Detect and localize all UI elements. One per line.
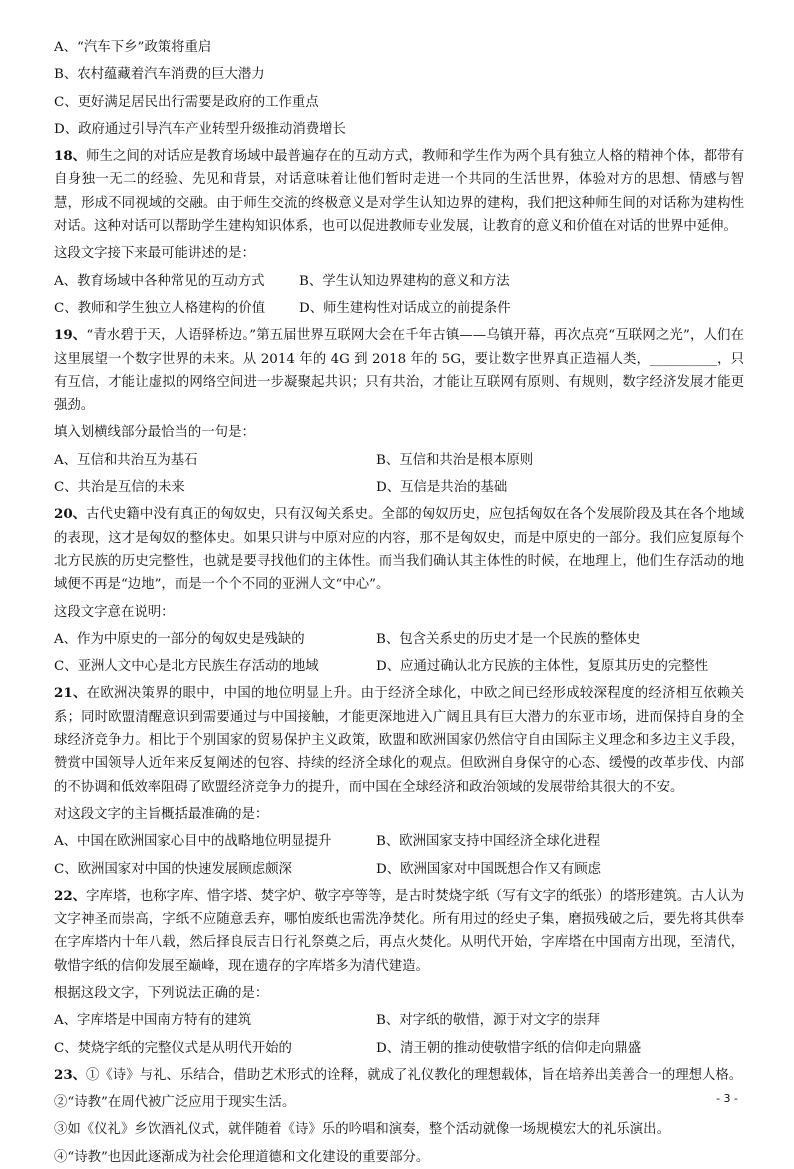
q18-option-b: B、学生认知边界建构的意义和方法 xyxy=(299,273,510,289)
q17-option-c: C、更好满足居民出行需要是政府的工作重点 xyxy=(54,94,319,110)
q22-options-row-2 xyxy=(54,1037,744,1060)
q20-stem xyxy=(54,503,744,596)
q21-option-d: D、欧洲国家对中国既想合作又有顾虑 xyxy=(376,861,601,877)
q22-option-b: B、对字纸的敬惜，源于对文字的崇拜 xyxy=(376,1013,601,1029)
q20-options-row-2 xyxy=(54,655,744,678)
q19-option-c: C、共治是互信的未来 xyxy=(54,480,185,496)
q21-option-a: A、中国在欧洲国家心目中的战略地位明显提升 xyxy=(54,834,332,850)
q18-options-row-1 xyxy=(54,270,744,293)
q20-option-b: B、包含关系史的历史才是一个民族的整体史 xyxy=(376,631,641,647)
q21-options-row-1 xyxy=(54,830,744,853)
q18-option-c: C、教师和学生独立人格建构的价值 xyxy=(54,300,266,316)
q20-number: 20、 xyxy=(54,506,87,523)
q23-item-4: ④“诗教”也因此逐渐成为社会伦理道德和文化建设的重要部分。 xyxy=(54,1149,430,1165)
q23-item-3: ③如《仪礼》乡饮酒礼仪式，就伴随着《诗》乐的吟唱和演奏，整个活动就像一场规模宏大的礼乐演出。 xyxy=(54,1122,670,1138)
q20-text: 古代史籍中没有真正的匈奴史，只有汉匈关系史。全部的匈奴历史，应包括匈奴在各个发展阶段及其在各个地域的表现，这才是匈奴的整体史。如果只讲与中原对应的内容，那不是匈奴史，而是中原史的一部分。我们应复原每个北方民族的历史完整性，也就是要寻找他们的主体性。而当我们确认其主体性的时候，在地理上，他们生存活动的地域便不再是“边地”，而是一个个不同的亚洲人文“中心”。 xyxy=(54,507,745,593)
q20-option-a: A、作为中原史的一部分的匈奴史是残缺的 xyxy=(54,631,305,647)
q22-number: 22、 xyxy=(54,887,87,904)
q22-question: 根据这段文字，下列说法正确的是： xyxy=(54,985,269,1001)
exam-page xyxy=(54,36,744,1169)
q18-number: 18、 xyxy=(54,148,87,165)
q21-stem xyxy=(54,682,744,798)
q21-number: 21、 xyxy=(54,685,87,702)
page-number: - 3 - xyxy=(716,1092,738,1105)
q18-options-row-2 xyxy=(54,297,744,320)
q22-stem xyxy=(54,885,744,978)
q18-text: 师生之间的对话应是教育场域中最普遍存在的互动方式，教师和学生作为两个具有独立人格的精神个体，都带有自身独一无二的经验、先见和背景，对话意味着让他们暂时走进一个共同的生活世界，体验对方的思想、情感与智慧，形成不同视域的交融。由于师生交流的终极意义是对学生认知边界的建构，我们把这种师生间的对话称为建构性对话。这种对话可以帮助学生建构知识体系，也可以促进教师专业发展，让教育的意义和价值在对话的世界中延伸。 xyxy=(54,149,745,235)
q23-item-2: ②“诗教”在周代被广泛应用于现实生活。 xyxy=(54,1095,296,1111)
q20-options-row-1 xyxy=(54,628,744,651)
q21-option-b: B、欧洲国家支持中国经济全球化进程 xyxy=(376,834,601,850)
q23-text: ①《诗》与礼、乐结合，借助艺术形式的诠释，就成了礼仪教化的理想载体，旨在培养出美善合一的理想人格。 xyxy=(86,1067,743,1083)
q21-option-c: C、欧洲国家对中国的快速发展顾虑颇深 xyxy=(54,861,292,877)
q20-option-d: D、应通过确认北方民族的主体性，复原其历史的完整性 xyxy=(376,659,709,675)
q21-question: 对这段文字的主旨概括最准确的是： xyxy=(54,806,269,822)
q17-option-b: B、农村蕴藏着汽车消费的巨大潜力 xyxy=(54,67,265,83)
q22-text: 字库塔，也称字库、惜字塔、焚字炉、敬字亭等等，是古时焚烧字纸（写有文字的纸张）的塔形建筑。古人认为文字神圣而崇高，字纸不应随意丢弃，哪怕废纸也需洗净焚化。所有用过的经史子集，磨损残破之后，要先将其供奉在字库塔内十年八载，然后择良辰吉日行礼祭奠之后，再点火焚化。从明代开始，字库塔在中国南方出现，至清代，敬惜字纸的信仰发展至巅峰，现在遗存的字库塔多为清代建造。 xyxy=(54,888,745,974)
q23-stem xyxy=(54,1064,744,1087)
q19-stem xyxy=(54,324,744,417)
q17-options xyxy=(54,36,744,141)
q19-number: 19、 xyxy=(54,327,87,344)
q21-text: 在欧洲决策界的眼中，中国的地位明显上升。由于经济全球化，中欧之间已经形成较深程度的经济相互依赖关系；同时欧盟清醒意识到需要通过与中国接触，才能更深地进入广阔且具有巨大潜力的东亚市场，进而保持自身的全球经济竞争力。相比于个别国家的贸易保护主义政策，欧盟和欧洲国家仍然信守自由国际主义理念和多边主义手段，赞赏中国领导人近年来反复阐述的包容、持续的经济全球化的观点。但欧洲自身保守的心态、缓慢的改革步伐、内部的不协调和低效率阻碍了欧盟经济竞争力的提升，而中国在全球经济和政治领域的发展带给其很大的不安。 xyxy=(54,686,745,795)
q22-options-row-1 xyxy=(54,1009,744,1032)
q19-option-d: D、互信是共治的基础 xyxy=(376,480,508,496)
q21-options-row-2 xyxy=(54,858,744,881)
q19-question: 填入划横线部分最恰当的一句是： xyxy=(54,425,255,441)
q18-option-a: A、教育场域中各种常见的互动方式 xyxy=(54,273,265,289)
q19-text: “青水碧于天，人语驿桥边。”第五届世界互联网大会在千年古镇——乌镇开幕，再次点亮“互联网之光”，人们在这里展望一个数字世界的未来。从 2014 年的 4G 到 2018 年的 5G，要让数字世界真正造福人类，__________，只有互信，才能让虚拟的网络空间进一步凝聚起共识；只有共治，才能让互联网有原则、有规则，数字经济发展才能更强劲。 xyxy=(54,328,744,414)
q20-question: 这段文字意在说明： xyxy=(54,604,175,620)
q19-options-row-2 xyxy=(54,476,744,499)
q22-option-c: C、焚烧字纸的完整仪式是从明代开始的 xyxy=(54,1040,292,1056)
q23-number: 23、 xyxy=(54,1066,87,1083)
q22-option-d: D、清王朝的推动使敬惜字纸的信仰走向鼎盛 xyxy=(376,1040,642,1056)
q17-option-a: A、“汽车下乡”政策将重启 xyxy=(54,40,212,55)
q17-option-d: D、政府通过引导汽车产业转型升级推动消费增长 xyxy=(54,121,346,137)
q18-stem xyxy=(54,145,744,238)
q18-option-d: D、师生建构性对话成立的前提条件 xyxy=(299,300,511,316)
q19-option-b: B、互信和共治是根本原则 xyxy=(376,452,534,468)
q19-option-a: A、互信和共治互为基石 xyxy=(54,452,198,468)
q18-question: 这段文字接下来最可能讲述的是： xyxy=(54,246,255,262)
q19-options-row-1 xyxy=(54,449,744,472)
q22-option-a: A、字库塔是中国南方特有的建筑 xyxy=(54,1013,252,1029)
q20-option-c: C、亚洲人文中心是北方民族生存活动的地域 xyxy=(54,659,319,675)
